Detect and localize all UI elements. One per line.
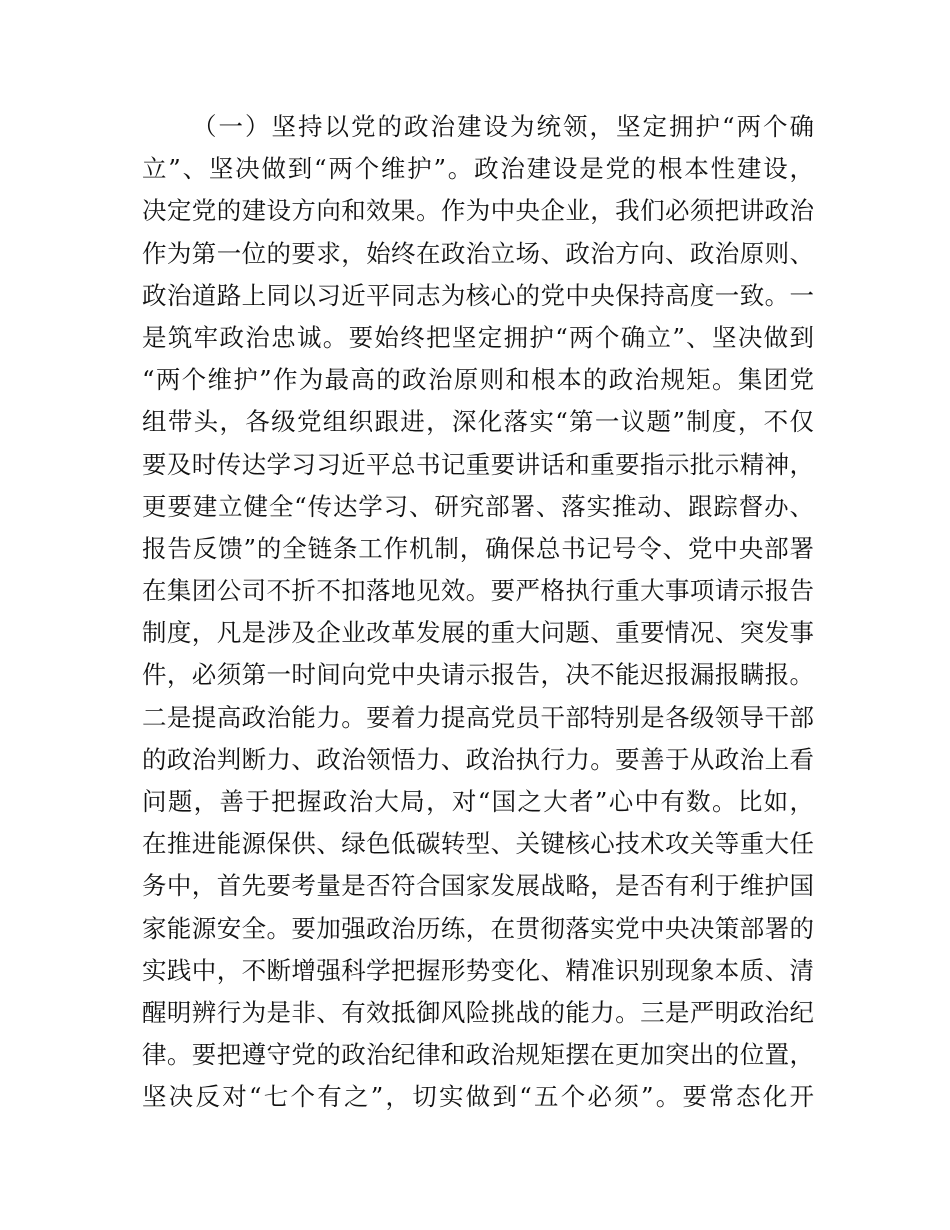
paragraph-line: “两个维护”作为最高的政治原则和根本的政治规矩。集团党 <box>142 365 814 395</box>
paragraph-line: 组带头，各级党组织跟进，深化落实“第一议题”制度，不仅 <box>142 407 814 437</box>
paragraph-line: 作为第一位的要求，始终在政治立场、政治方向、政治原则、 <box>142 238 814 268</box>
paragraph-line: 制度，凡是涉及企业改革发展的重大问题、重要情况、突发事 <box>142 618 814 648</box>
paragraph-line: 问题，善于把握政治大局，对“国之大者”心中有数。比如， <box>142 787 814 816</box>
paragraph-line: 在集团公司不折不扣落地见效。要严格执行重大事项请示报告 <box>142 576 814 606</box>
paragraph-line: （一）坚持以党的政治建设为统领，坚定拥护“两个确 <box>192 112 814 141</box>
paragraph-line: 二是提高政治能力。要着力提高党员干部特别是各级领导干部 <box>142 702 814 732</box>
paragraph-line: 更要建立健全“传达学习、研究部署、落实推动、跟踪督办、 <box>142 491 814 521</box>
paragraph-line: 要及时传达学习习近平总书记重要讲话和重要指示批示精神， <box>142 449 814 479</box>
paragraph-line: 务中，首先要考量是否符合国家发展战略，是否有利于维护国 <box>142 871 814 901</box>
paragraph-line: 律。要把遵守党的政治纪律和政治规矩摆在更加突出的位置， <box>142 1040 814 1070</box>
paragraph-line: 政治道路上同以习近平同志为核心的党中央保持高度一致。一 <box>142 280 814 310</box>
paragraph-line: 件，必须第一时间向党中央请示报告，决不能迟报漏报瞒报。 <box>142 660 814 690</box>
paragraph-line: 家能源安全。要加强政治历练，在贯彻落实党中央决策部署的 <box>142 913 814 943</box>
paragraph-line: 醒明辨行为是非、有效抵御风险挑战的能力。三是严明政治纪 <box>142 997 814 1027</box>
paragraph-line: 在推进能源保供、绿色低碳转型、关键核心技术攻关等重大任 <box>142 829 814 859</box>
paragraph-line: 坚决反对“七个有之”，切实做到“五个必须”。要常态化开 <box>142 1082 814 1112</box>
paragraph-line: 立”、坚决做到“两个维护”。政治建设是党的根本性建设， <box>142 154 814 184</box>
paragraph-line: 是筑牢政治忠诚。要始终把坚定拥护“两个确立”、坚决做到 <box>142 322 814 352</box>
paragraph-line: 实践中，不断增强科学把握形势变化、精准识别现象本质、清 <box>142 955 814 985</box>
paragraph-line: 报告反馈”的全链条工作机制，确保总书记号令、党中央部署 <box>142 533 814 563</box>
paragraph-line: 的政治判断力、政治领悟力、政治执行力。要善于从政治上看 <box>142 744 814 774</box>
paragraph-line: 决定党的建设方向和效果。作为中央企业，我们必须把讲政治 <box>142 196 814 226</box>
body-paragraph <box>142 106 814 1119</box>
